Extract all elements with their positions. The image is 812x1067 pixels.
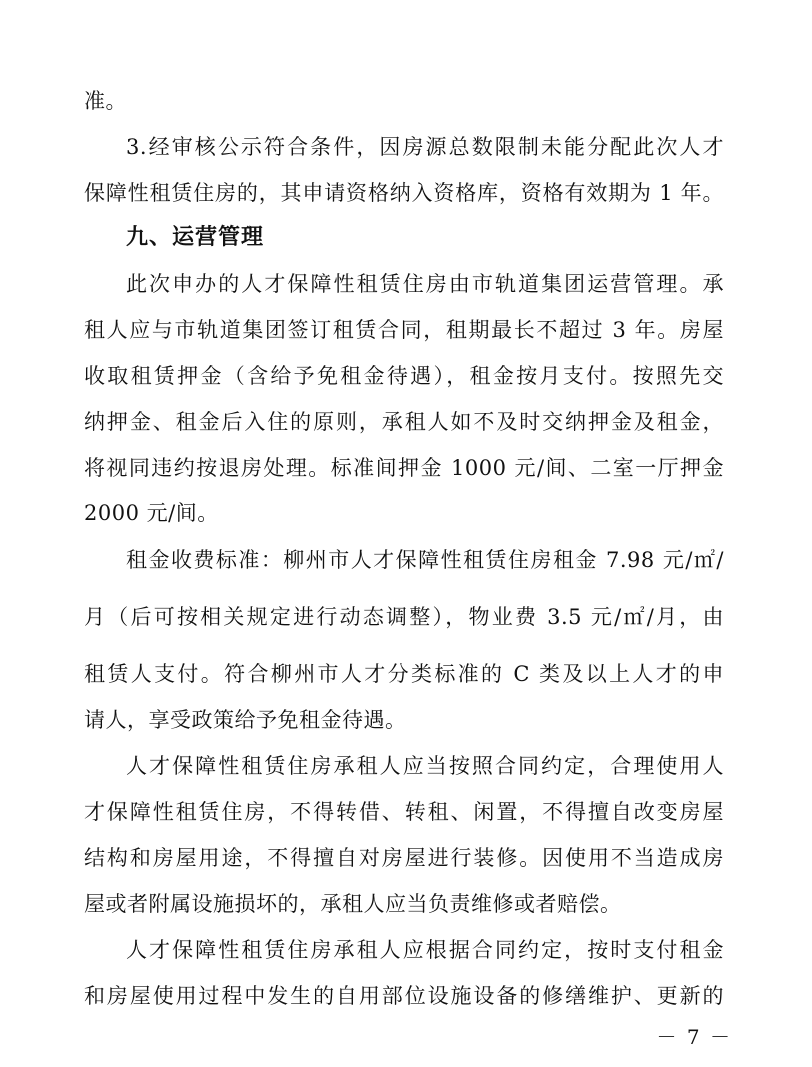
paragraph-line: 租人应与市轨道集团签订租赁合同，租期最长不超过 3 年。房屋 bbox=[84, 318, 724, 342]
paragraph-line: 纳押金、租金后入住的原则，承租人如不及时交纳押金及租金， bbox=[84, 410, 724, 434]
paragraph-line: 此次申办的人才保障性租赁住房由市轨道集团运营管理。承 bbox=[126, 272, 724, 296]
page-number: － 7 － bbox=[656, 1025, 732, 1049]
paragraph-line: 和房屋使用过程中发生的自用部位设施设备的修缮维护、更新的 bbox=[84, 984, 724, 1008]
paragraph-line: 收取租赁押金（含给予免租金待遇），租金按月支付。按照先交 bbox=[84, 364, 724, 388]
paragraph-line: 月（后可按相关规定进行动态调整），物业费 3.5 元/㎡/月，由 bbox=[84, 605, 724, 629]
paragraph-line: 保障性租赁住房的，其申请资格纳入资格库，资格有效期为 1 年。 bbox=[84, 181, 724, 205]
paragraph-line: 租赁人支付。符合柳州市人才分类标准的 C 类及以上人才的申 bbox=[84, 662, 724, 686]
paragraph-line: 2000 元/间。 bbox=[84, 501, 219, 525]
paragraph-line: 屋或者附属设施损坏的，承租人应当负责维修或者赔偿。 bbox=[84, 892, 622, 916]
paragraph-line: 请人，享受政策给予免租金待遇。 bbox=[84, 708, 407, 732]
paragraph-line: 3.经审核公示符合条件，因房源总数限制未能分配此次人才 bbox=[126, 135, 724, 159]
section-heading: 九、运营管理 bbox=[126, 225, 265, 250]
paragraph-line: 将视同违约按退房处理。标准间押金 1000 元/间、二室一厅押金 bbox=[84, 456, 724, 480]
paragraph-line: 人才保障性租赁住房承租人应根据合同约定，按时支付租金 bbox=[126, 938, 724, 962]
paragraph-line: 才保障性租赁住房，不得转借、转租、闲置，不得擅自改变房屋 bbox=[84, 800, 724, 824]
paragraph-line: 结构和房屋用途，不得擅自对房屋进行装修。因使用不当造成房 bbox=[84, 846, 724, 870]
paragraph-line: 准。 bbox=[84, 89, 127, 113]
paragraph-line: 租金收费标准：柳州市人才保障性租赁住房租金 7.98 元/㎡/ bbox=[126, 548, 724, 572]
paragraph-line: 人才保障性租赁住房承租人应当按照合同约定，合理使用人 bbox=[126, 754, 724, 778]
